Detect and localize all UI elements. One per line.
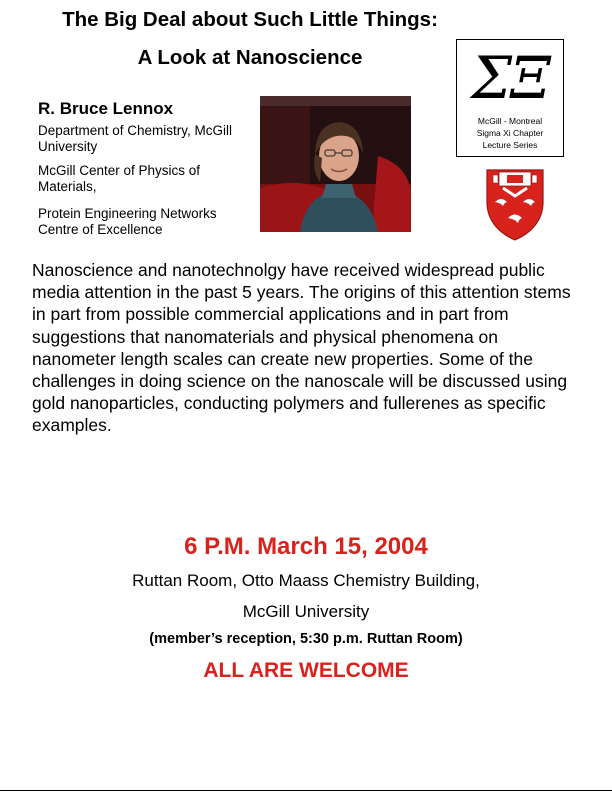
poster-title: The Big Deal about Such Little Things:: [62, 8, 438, 31]
speaker-affiliation: McGill Center of Physics of Materials,: [38, 163, 201, 194]
sigma-xi-logo: [456, 39, 564, 157]
speaker-photo: [260, 96, 411, 232]
speaker-affiliation: Department of Chemistry, McGill University: [38, 123, 233, 154]
reception-note: (member’s reception, 5:30 p.m. Ruttan Room): [149, 631, 463, 647]
mcgill-crest-icon: [483, 166, 547, 242]
speaker-affiliation: Protein Engineering Networks Centre of Excellence: [38, 206, 217, 237]
abstract-text: Nanoscience and nanotechnolgy have received widespread public media attention in the past 5 years. The origins of this attention stems in part from possible commercial applications and in part from suggestions that nanomaterials and physical phenomena on nanometer length scales can create new properties. Some of the challenges in doing science on the nanoscale will be discussed using gold nanoparticles, conducting polymers and fullerenes as specific examples.: [32, 260, 571, 436]
poster-subtitle: A Look at Nanoscience: [137, 46, 363, 69]
sigma-xi-line: Sigma Xi Chapter: [476, 128, 544, 138]
sigma-xi-line: McGill - Montreal: [477, 116, 543, 126]
bottom-divider: [0, 790, 612, 791]
event-datetime: 6 P.M. March 15, 2004: [184, 533, 428, 560]
speaker-name: R. Bruce Lennox: [38, 99, 174, 118]
welcome-banner: ALL ARE WELCOME: [203, 659, 409, 682]
event-venue: Ruttan Room, Otto Maass Chemistry Building,: [132, 571, 480, 590]
sigma-xi-line: Lecture Series: [482, 140, 538, 150]
event-venue-institution: McGill University: [242, 602, 370, 621]
sigma-xi-symbol: ΣΞ: [471, 44, 549, 112]
